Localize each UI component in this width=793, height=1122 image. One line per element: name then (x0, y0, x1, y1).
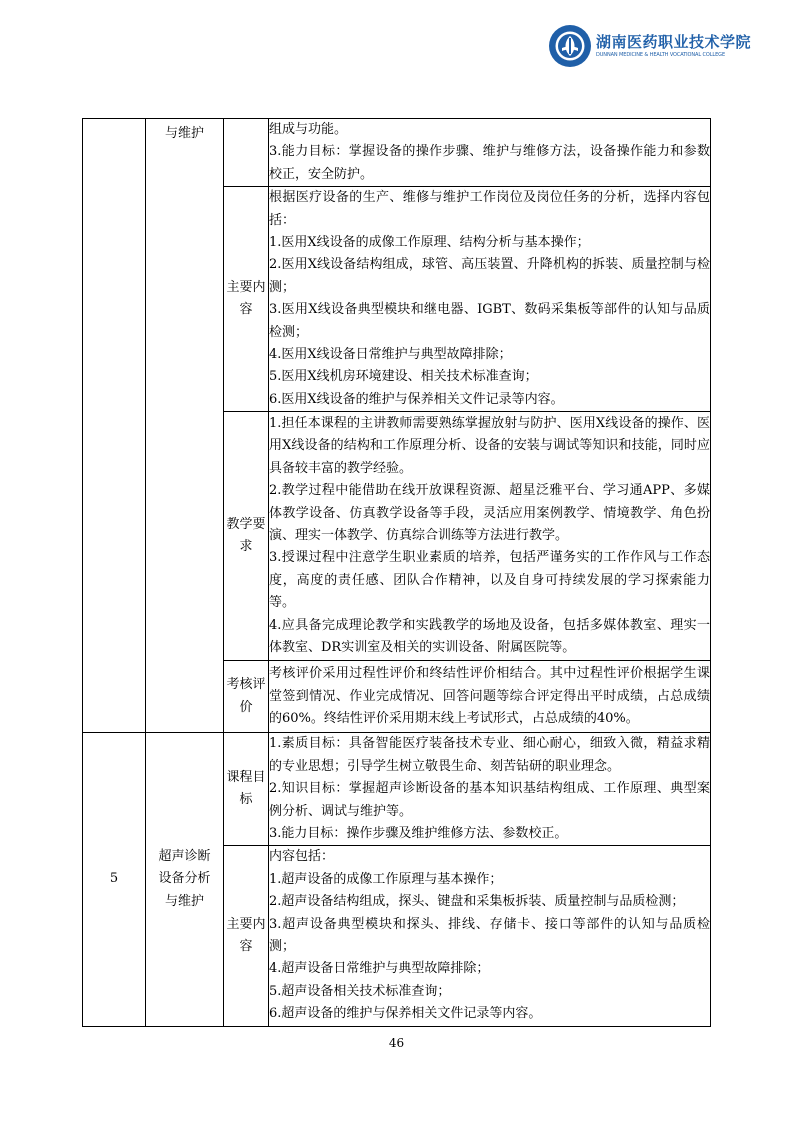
objectives-line: 3.能力目标：掌握设备的操作步骤、维护与维修方法，设备操作能力和参数校正，安全防护。 (269, 144, 710, 182)
assessment-cell (269, 661, 711, 733)
teaching-line: 3.授课过程中注意学生职业素质的培养，包括严谨务实的工作作风与工作态度，高度的责任感、团队合作精神，以及自身可持续发展的学习探索能力等。 (269, 550, 710, 611)
content-line: 2.医用X线设备结构组成，球管、高压装置、升降机构的拆装、质量控制与检测； (269, 257, 710, 295)
objectives-line: 组成与功能。 (269, 122, 348, 137)
course-number: 5 (109, 871, 119, 887)
teaching-line: 2.教学过程中能借助在线开放课程资源、超星泛雅平台、学习通APP、多媒体教学设备、仿真教学设备等手段，灵活应用案例教学、情境教学、角色扮演、理实一体教学、仿真综合训练等方法进行教学。 (269, 483, 710, 544)
course-table (82, 118, 711, 1027)
content-line: 5.医用X线机房环境建设、相关技术标准查询； (269, 369, 538, 385)
course-number-cell (83, 733, 146, 1026)
school-name-en: DUNNAN MEDICINE & HEALTH VOCATIONAL COLLEGE (596, 52, 726, 58)
content-line: 根据医疗设备的生产、维修与维护工作岗位及岗位任务的分析，选择内容包括： (269, 190, 710, 228)
course-name-cell (146, 733, 224, 1026)
objectives-line: 1.素质目标：具备智能医疗装备技术专业、细心耐心，细致入微，精益求精的专业思想；引导学生树立敬畏生命、刻苦钻研的职业理念。 (269, 736, 710, 774)
objectives-line: 2.知识目标：掌握超声诊断设备的基本知识基结构组成、工作原理、典型案例分析、调试与维护等。 (269, 781, 710, 819)
teaching-line: 1.担任本课程的主讲教师需要熟练掌握放射与防护、医用X线设备的操作、医用X线设备的结构和工作原理分析、设备的安装与调试等知识和技能，同时应具备较丰富的教学经验。 (269, 416, 710, 476)
assessment-text: 考核评价采用过程性评价和终结性评价相结合。其中过程性评价根据学生课堂签到情况、作业完成情况、回答问题等综合评定得出平时成绩，占总成绩的60%。终结性评价采用期末线上考试形式，占总成绩的40%。 (269, 666, 710, 726)
section-label-content: 主要内容 (224, 846, 269, 1026)
teaching-cell (269, 412, 711, 661)
section-label-cell (224, 119, 269, 187)
section-label-objectives: 课程目标 (224, 733, 269, 846)
content-line: 3.超声设备典型模块和探头、排线、存储卡、接口等部件的认知与品质检测； (269, 916, 710, 954)
content-line: 1.医用X线设备的成像工作原理、结构分析与基本操作； (269, 235, 590, 251)
course-number-cell (83, 119, 146, 733)
objectives-line: 3.能力目标：操作步骤及维护维修方法、参数校正。 (269, 825, 568, 841)
objectives-cell (269, 733, 711, 846)
content-line: 6.医用X线设备的维护与保养相关文件记录等内容。 (269, 391, 564, 407)
content-cell (269, 187, 711, 412)
objectives-tail-cell (269, 119, 711, 187)
content-line: 5.超声设备相关技术标准查询； (269, 983, 451, 999)
content-cell (269, 846, 711, 1026)
content-line: 内容包括： (269, 849, 335, 865)
content-line: 4.超声设备日常维护与典型故障排除； (269, 961, 490, 977)
section-label-content: 主要内容 (224, 187, 269, 412)
table-row (83, 733, 711, 846)
content-line: 2.超声设备结构组成，探头、键盘和采集板拆装、质量控制与品质检测； (269, 894, 685, 910)
school-logo (548, 22, 752, 70)
content-line: 4.医用X线设备日常维护与典型故障排除； (269, 347, 512, 363)
page-number: 46 (388, 1036, 405, 1050)
teaching-line: 4.应具备完成理论教学和实践教学的场地及设备，包括多媒体教室、理实一体教室、DR实训室及相关的实训设备、附属医院等。 (269, 617, 710, 656)
table-row (83, 119, 711, 187)
content-line: 1.超声设备的成像工作原理与基本操作； (269, 871, 503, 887)
course-name: 与维护 (164, 126, 204, 141)
course-name: 超声诊断设备分析与维护 (158, 848, 211, 909)
content-line: 6.超声设备的维护与保养相关文件记录等内容。 (269, 1006, 542, 1022)
section-label-teaching: 教学要求 (224, 412, 269, 661)
school-name-cn: 湖南医药职业技术学院 (596, 33, 752, 51)
section-label-assessment: 考核评价 (224, 661, 269, 733)
course-name-cell (146, 119, 224, 733)
content-line: 3.医用X线设备典型模块和继电器、IGBT、数码采集板等部件的认知与品质检测； (269, 302, 710, 340)
school-emblem-icon (548, 24, 592, 68)
